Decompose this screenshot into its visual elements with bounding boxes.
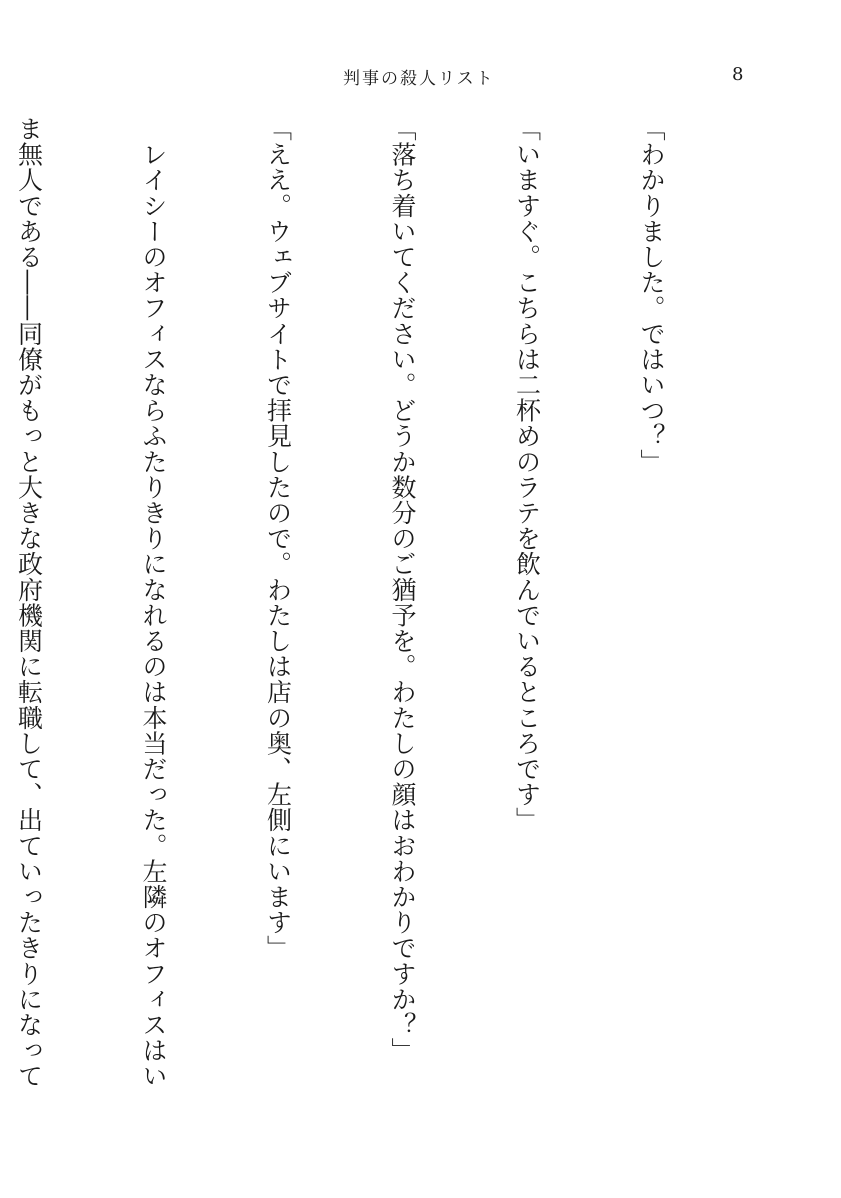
text-line: 「ええ。ウェブサイトで拝見したので。わたしは店の奥、左側にいます」 xyxy=(263,116,293,961)
novel-text-body xyxy=(0,116,755,1126)
page-number: 8 xyxy=(732,64,744,85)
text-line: 「落ち着いてください。どうか数分のご猶予を。わたしの顔はおわかりですか？」 xyxy=(388,116,417,1064)
text-line: 「わかりました。ではいつ？」 xyxy=(637,116,666,475)
text-line: ま無人である――同僚がもっと大きな政府機関に転職して、出ていったきりになって xyxy=(14,116,44,1089)
running-header-title: 判事の殺人リスト xyxy=(343,69,495,89)
text-line: レイシーのオフィスならふたりきりになれるのは本当だった。左隣のオフィスはい xyxy=(139,116,168,1089)
text-line: 「いますぐ。こちらは二杯めのラテを飲んでいるところです」 xyxy=(512,116,542,833)
